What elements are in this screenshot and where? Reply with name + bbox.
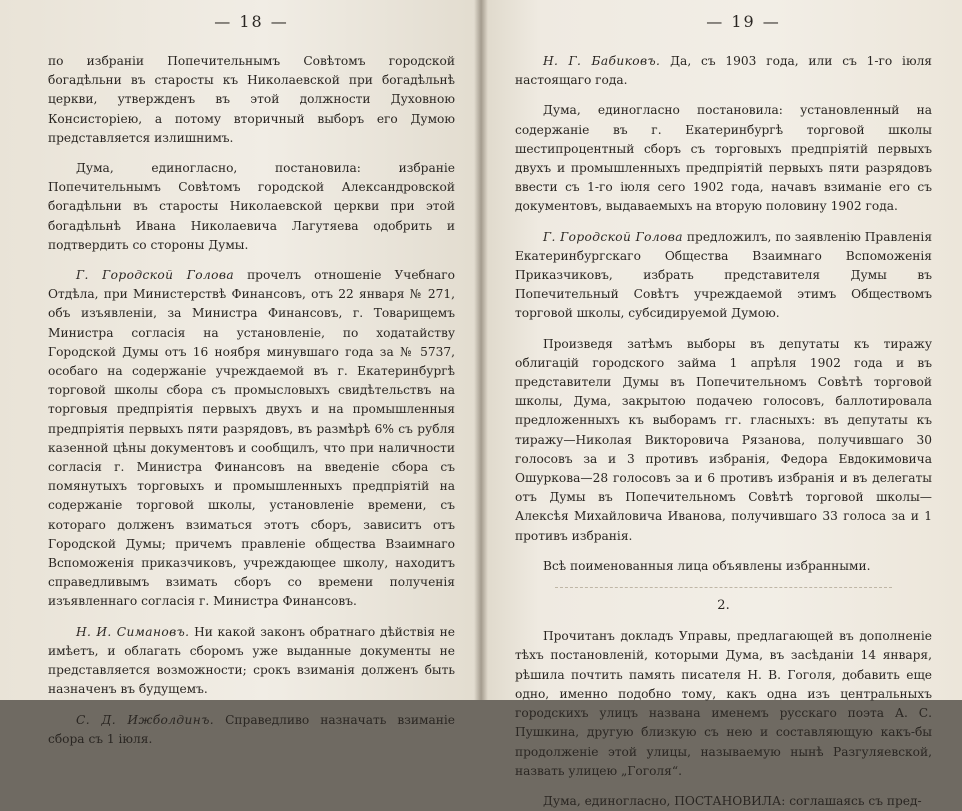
paragraph: С. Д. Ижболдинъ. Справедливо назначать взиманiе сбора съ 1 iюля. [48, 712, 456, 746]
page-number: — 19 — [706, 12, 781, 31]
speaker-name: Н. И. Симановъ. [76, 624, 190, 639]
paragraph: Произведя затѣмъ выборы въ депутаты къ тиражу облигацiй городского займа 1 апрѣля 1902 года и въ представители Думы въ Попечительномъ Совѣтѣ торговой школы, Дума, закрытою подачею голосовъ, баллотировала предложенныхъ къ выборамъ гг. гласныхъ: въ депутаты къ тиражу—Николая Викторовича Рязанова, получившаго 30 голосовъ за и 3 противъ избранiя, Федора Евдокимовича Ошуркова—28 голосовъ за и 6 противъ избранiя и въ делегаты отъ Думы въ Попечительномъ Совѣтѣ торговой школы—Алексѣя Михайловича Иванова, получившаго 33 голоса за и 1 противъ избранiя. [515, 336, 932, 543]
divider [555, 587, 892, 588]
paragraph: Н. И. Симановъ. Ни какой законъ обратнаго дѣйствiя не имѣетъ, и облагать сборомъ уже выданные документы не представляется возможности; срокъ взиманiя долженъ быть назначенъ въ будущемъ. [48, 624, 455, 697]
speaker-name: С. Д. Ижболдинъ. [76, 712, 215, 727]
paragraph: по избранiи Попечительнымъ Совѣтомъ городской богадѣльни въ старосты къ Николаевской при богадѣльнѣ церкви, утвержденъ въ этой должности Духовною Консисторiею, а потому вторичный выборъ его Думою представляется излишнимъ. [48, 54, 455, 145]
paragraph: Г. Городской Голова предложилъ, по заявленiю Правленiя Екатеринбургскаго Общества Взаимнаго Вспоможенiя Приказчиковъ, избрать представителя Думы въ Попечительный Совѣтъ учреждаемой этимъ Обществомъ торговой школы, субсидируемой Думою. [515, 229, 933, 321]
paragraph: Прочитанъ докладъ Управы, предлагающей въ дополненiе тѣхъ постановленiй, которыми Дума, въ засѣданiи 14 января, рѣшила почтить память писателя Н. В. Гоголя, добавить еще одно, именно подобно тому, какъ одна изъ центральныхъ городскихъ улицъ названа именемъ русскаго поэта А. С. Пушкина, другую близкую съ нею и составляющую какъ-бы продолженiе этой улицы, называемую нынѣ Разгуляевской, назвать улицею „Гоголя“. [515, 629, 932, 778]
paragraph: Г. Городской Голова прочелъ отношенiе Учебнаго Отдѣла, при Министерствѣ Финансовъ, отъ 22 января № 271, объ изъявленiи, за Министра Финансовъ, г. Товарищемъ Министра согласiя на установленiе, по ходатайству Городской Думы отъ 16 ноября минувшаго года за № 5737, особаго на содержанiе учреждаемой въ г. Екатеринбургѣ торговой школы сбора съ промысловыхъ свидѣтельствъ на торговыя предпрiятiя первыхъ двухъ и на промышленныя предпрiятiя первыхъ пяти разрядовъ, въ размѣрѣ 6% съ рубля казенной цѣны документовъ и сообщилъ, что при наличности согласiя г. Министра Финансовъ на введенiе сбора съ помянутыхъ торговыхъ и промышленныхъ предпрiятiй на содержанiе торговой школы, установленiе времени, съ котораго долженъ взиматься этотъ сборъ, зависитъ отъ Городской Думы; причемъ правленiе общества Взаимнаго Вспоможенiя приказчиковъ, учреждающее школу, находитъ справедливымъ взимать сборъ со времени полученiя изъявленнаго согласiя г. Министра Финансовъ. [48, 268, 455, 609]
right-page [481, 0, 962, 808]
paragraph: Всѣ поименованныя лица объявлены избранными. [543, 558, 871, 573]
speaker-name: Н. Г. Бабиковъ. [543, 54, 661, 68]
section-number: 2. [717, 598, 730, 614]
paragraph: Дума, единогласно, постановила: избранiе Попечительнымъ Совѣтомъ городской Александровской богадѣльни въ старосты Николаевской церкви при этой богадѣльнѣ Ивана Николаевича Лагутяева одобрить и подтвердить со стороны Думы. [48, 161, 455, 252]
paragraph: Дума, единогласно, ПОСТАНОВИЛА: соглашаясь съ пред- [543, 793, 922, 808]
paragraph: Н. Г. Бабиковъ. Да, съ 1903 года, или съ 1-го iюля настоящаго года. [515, 54, 933, 88]
paragraph: Дума, единогласно постановила: установленный на содержанiе въ г. Екатеринбургѣ торговой школы шестипроцентный сборъ съ торговыхъ предпрiятiй первыхъ двухъ и промышленныхъ предпрiятiй первыхъ пяти разрядовъ ввести съ 1-го iюля сего 1902 года, начавъ взиманiе его съ документовъ, выдаваемыхъ на вторую половину 1902 года. [515, 103, 932, 214]
left-page [0, 0, 481, 746]
speaker-name: Г. Городской Голова [543, 229, 683, 244]
page-number: — 18 — [214, 12, 289, 31]
speaker-name: Г. Городской Голова [76, 268, 235, 283]
